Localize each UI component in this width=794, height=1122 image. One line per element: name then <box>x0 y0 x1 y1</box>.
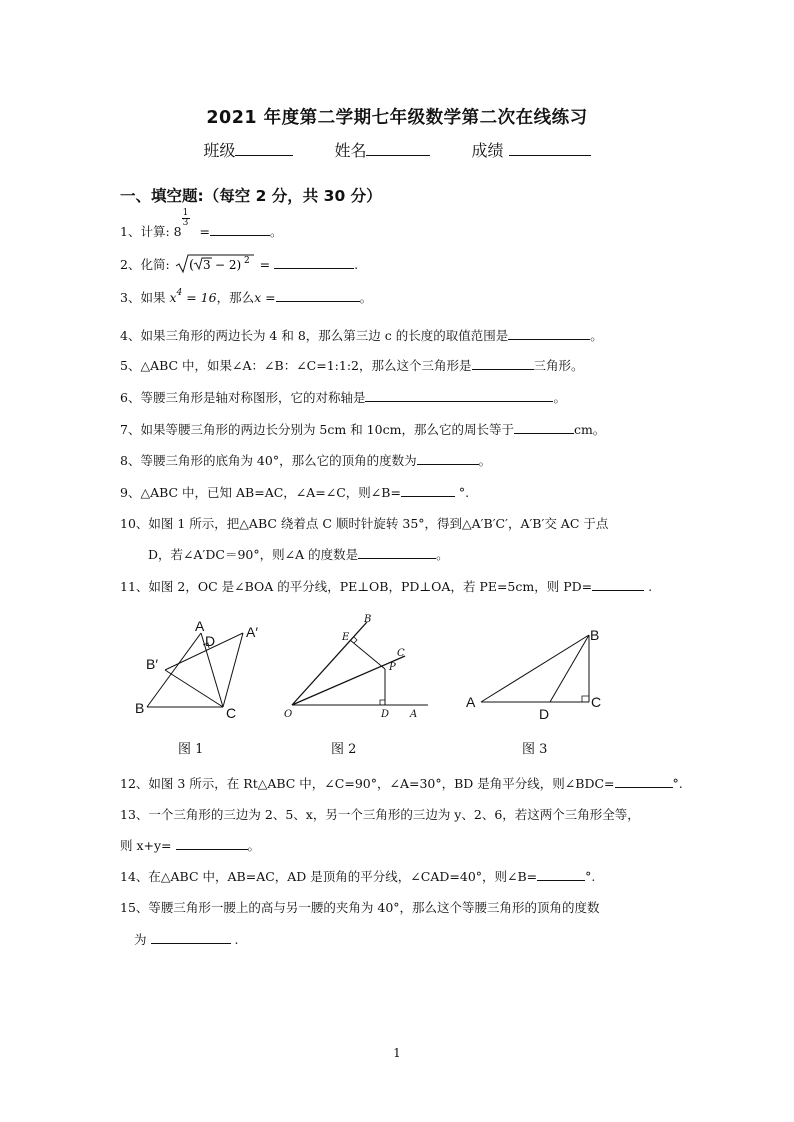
question-5-end: 三角形。 <box>533 358 584 373</box>
fig1-label-A-prime: A′ <box>246 624 258 640</box>
class-field <box>203 141 298 160</box>
question-10-line-2 <box>148 545 449 563</box>
question-5-text: 5、△ABC 中，如果∠A：∠B：∠C=1:1:2，那么这个三角形是 <box>120 358 472 373</box>
question-6-text: 6、等腰三角形是轴对称图形，它的对称轴是 <box>120 390 366 405</box>
question-12-text: 12、如图 3 所示，在 Rt△ABC 中，∠C=90°，∠A=30°，BD 是角平分线，则∠BDC= <box>120 776 615 791</box>
question-8-end: 。 <box>478 453 492 468</box>
fig3-label-D: D <box>539 706 550 722</box>
answer-blank-2[interactable] <box>274 257 354 269</box>
answer-blank-12[interactable] <box>615 776 673 788</box>
question-3 <box>120 288 372 306</box>
fig2-label-O: O <box>284 709 293 720</box>
question-15-line-2 <box>134 930 238 948</box>
figures-area <box>0 612 794 742</box>
fig2-label-B: B <box>364 614 372 625</box>
question-6 <box>120 388 566 406</box>
fig2-label-E: E <box>342 632 350 643</box>
question-2: 2、化简: ( 3 − 2) 2 = . <box>120 253 358 275</box>
question-12 <box>120 774 683 792</box>
question-1-text: 1、计算: 8 <box>120 224 182 239</box>
question-14 <box>120 867 595 885</box>
score-label: 成绩 <box>471 141 504 160</box>
figure-1-caption: 图 1 <box>178 742 204 757</box>
fig2-label-D: D <box>381 709 390 720</box>
fig2-label-C: C <box>397 648 405 659</box>
figure-2-diagram <box>284 614 428 720</box>
fraction-exponent <box>182 208 192 236</box>
fig1-label-A: A <box>195 618 205 634</box>
question-9-end: °. <box>454 485 470 500</box>
answer-blank-1[interactable] <box>210 224 270 236</box>
name-blank[interactable] <box>366 141 430 156</box>
question-12-end: °. <box>672 776 683 791</box>
answer-blank-9[interactable] <box>401 485 455 497</box>
figure-2-caption: 图 2 <box>331 742 357 757</box>
exponent-numerator: 1 <box>182 208 189 218</box>
question-3-mid: ，那么 <box>216 290 255 305</box>
question-8 <box>120 451 491 469</box>
question-15-line-1: 15、等腰三角形一腰上的高与另一腰的夹角为 40°，那么这个等腰三角形的顶角的度数 <box>120 900 600 915</box>
question-2-text: 2、化简: <box>120 257 170 272</box>
question-15-text: 为 <box>134 932 147 947</box>
answer-blank-4[interactable] <box>508 328 590 340</box>
question-3-text: 3、如果 <box>120 290 166 305</box>
question-6-end: 。 <box>553 390 566 405</box>
question-14-text: 14、在△ABC 中，AB=AC，AD 是顶角的平分线，∠CAD=40°，则∠B= <box>120 869 538 884</box>
answer-blank-14[interactable] <box>537 869 585 881</box>
fig2-label-P: P <box>389 662 396 673</box>
equation-x: x = <box>254 290 276 305</box>
question-1-end: 。 <box>270 224 283 239</box>
fig3-label-A: A <box>466 694 476 710</box>
sqrt-expression <box>174 253 256 275</box>
answer-blank-11[interactable] <box>592 579 644 591</box>
fig1-label-C: C <box>226 705 237 721</box>
name-field <box>334 141 435 160</box>
question-4 <box>120 326 603 344</box>
svg-text:2: 2 <box>243 256 250 266</box>
question-10-line-1: 10、如图 1 所示，把△ABC 绕着点 C 顺时针旋转 35°，得到△A′B′C′，A′B′交 AC 于点 <box>120 516 609 531</box>
question-7-text: 7、如果等腰三角形的两边长分别为 5cm 和 10cm，那么它的周长等于 <box>120 422 514 437</box>
question-14-end: °. <box>585 869 596 884</box>
svg-text:− 2): − 2) <box>214 258 241 272</box>
question-5 <box>120 356 584 374</box>
question-8-text: 8、等腰三角形的底角为 40°，那么它的顶角的度数为 <box>120 453 417 468</box>
question-9 <box>120 483 469 501</box>
score-blank[interactable] <box>509 141 591 156</box>
page-number: 1 <box>393 1046 401 1060</box>
name-label: 姓名 <box>334 141 367 160</box>
fig1-label-B-prime: B′ <box>146 656 158 672</box>
score-field <box>472 141 591 160</box>
question-4-end: 。 <box>590 328 603 343</box>
class-label: 班级 <box>203 141 236 160</box>
question-13-text: 则 x+y= <box>120 838 176 853</box>
answer-blank-13[interactable] <box>176 838 248 850</box>
fig3-label-B: B <box>590 627 600 643</box>
question-4-text: 4、如果三角形的两边长为 4 和 8，那么第三边 c 的长度的取值范围是 <box>120 328 509 343</box>
question-13-end: 。 <box>247 838 261 853</box>
answer-blank-15[interactable] <box>151 932 231 944</box>
fig3-label-C: C <box>591 694 602 710</box>
answer-blank-3[interactable] <box>276 290 360 302</box>
section-heading: 一、填空题:（每空 2 分，共 30 分） <box>120 187 382 205</box>
figure-3-diagram <box>466 627 601 722</box>
page-title: 2021 年度第二学期七年级数学第二次在线练习 <box>206 108 588 128</box>
student-info-line <box>0 138 794 161</box>
question-1: 1、计算: 8 $\frac{1}{3}$ = 。 <box>120 208 283 239</box>
answer-blank-7[interactable] <box>514 422 574 434</box>
answer-blank-5[interactable] <box>472 358 534 370</box>
question-10-end: 。 <box>436 547 449 562</box>
question-9-text: 9、△ABC 中，已知 AB=AC，∠A=∠C，则∠B= <box>120 485 401 500</box>
question-15-end: . <box>230 932 239 947</box>
answer-blank-10[interactable] <box>358 547 436 559</box>
question-13-line-1: 13、一个三角形的三边为 2、5、x，另一个三角形的三边为 y、2、6，若这两个三角形全等， <box>120 807 640 822</box>
svg-text:(: ( <box>188 258 194 273</box>
question-7-end: cm。 <box>573 422 606 437</box>
class-blank[interactable] <box>235 141 293 156</box>
question-11-end: . <box>644 579 653 594</box>
fig2-label-A: A <box>410 709 418 720</box>
question-11 <box>120 577 652 595</box>
question-10-text: D，若∠A′DC＝90°，则∠A 的度数是 <box>148 547 359 562</box>
question-2-end: . <box>354 257 359 272</box>
svg-text:3: 3 <box>202 258 211 272</box>
answer-blank-6[interactable] <box>365 390 553 402</box>
exponent-denominator: 3 <box>182 218 189 228</box>
fig1-label-D: D <box>205 633 216 649</box>
equation-x4: $x^4 = 16$ <box>169 288 217 305</box>
fig1-label-B: B <box>135 700 145 716</box>
question-11-text: 11、如图 2，OC 是∠BOA 的平分线，PE⊥OB，PD⊥OA，若 PE=5cm，则 PD= <box>120 579 593 594</box>
figure-3-caption: 图 3 <box>522 742 548 757</box>
question-7 <box>120 420 605 438</box>
question-3-end: 。 <box>359 290 373 305</box>
question-13-line-2 <box>120 836 260 854</box>
figure-1-diagram <box>135 618 258 721</box>
answer-blank-8[interactable] <box>417 453 479 465</box>
